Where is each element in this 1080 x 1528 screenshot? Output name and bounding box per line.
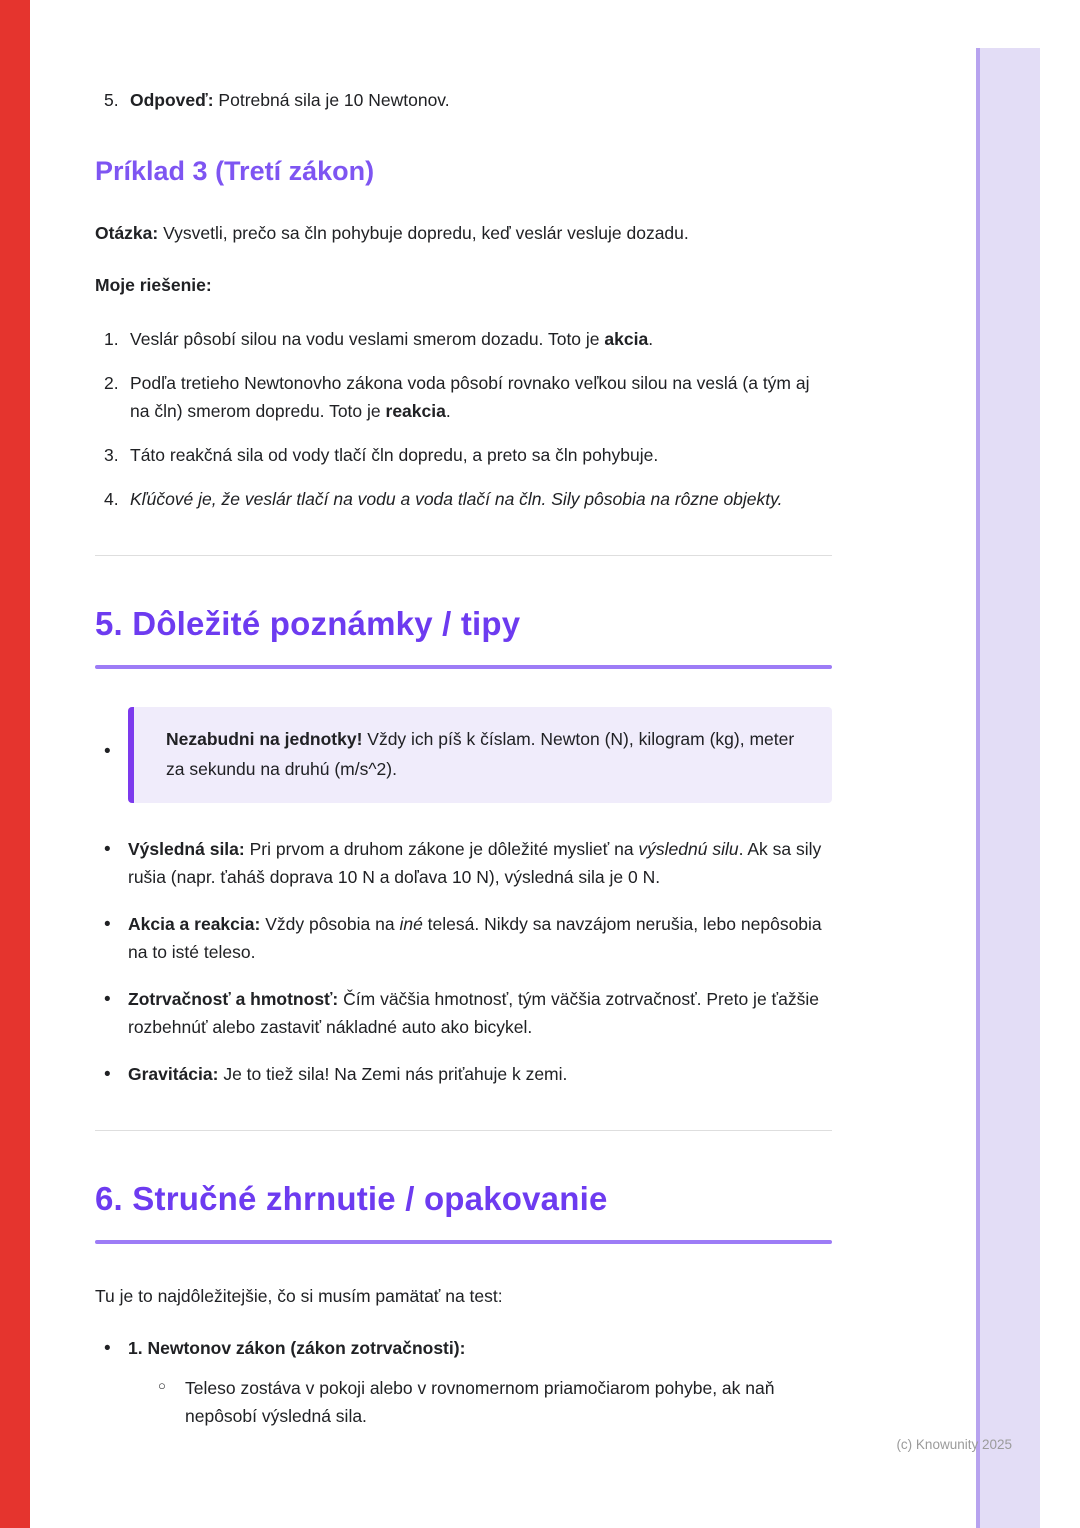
summary-list [95,1334,832,1430]
tip-text: Výsledná sila: Pri prvom a druhom zákone je dôležité myslieť na výslednú silu. Ak sa sily rušia (napr. ťaháš doprava 10 N a doľava 10 N), výsledná sila je 0 N. [128,839,822,888]
list-text: Veslár pôsobí silou na vodu veslami smerom dozadu. Toto je akcia. [130,329,654,350]
callout-list [95,707,832,803]
solution-step [95,441,832,469]
summary-point [95,1334,832,1430]
summary-subpoint [152,1374,832,1430]
list-number: 4. [104,489,119,510]
copyright-note: (c) Knowunity 2025 [896,1437,1012,1452]
tip-text: Gravitácia: Je to tiež sila! Na Zemi nás priťahuje k zemi. [128,1064,568,1085]
summary-sublist [152,1374,832,1430]
solution-step [95,485,832,513]
callout-bullet-item [95,707,832,803]
summary-intro: Tu je to najdôležitejšie, čo si musím pamätať na test: [95,1285,503,1306]
notes-content [95,86,832,1449]
list-text: Kľúčové je, že veslár tlačí na vodu a voda tlačí na čln. Sily pôsobia na rôzne objekty. [130,489,783,510]
example3-heading: Príklad 3 (Tretí zákon) [95,156,375,186]
section-divider [95,1130,832,1131]
tip-text: Akcia a reakcia: Vždy pôsobia na iné telesá. Nikdy sa navzájom nerušia, lebo nepôsobia na to isté teleso. [128,914,822,963]
list-number: 5. [104,90,119,110]
solution-step [95,369,832,425]
question-text: Otázka: Vysvetli, prečo sa čln pohybuje dopredu, keď veslár vesluje dozadu. [95,223,689,244]
tip-item [95,910,832,966]
units-tip-callout [128,707,832,803]
list-text: Podľa tretieho Newtonovho zákona voda pôsobí rovnako veľkou silou na veslá (a tým aj na čln) smerom dopredu. Toto je reakcia. [130,373,810,422]
section-divider [95,555,832,556]
summary-subpoint-text: Teleso zostáva v pokoji alebo v rovnomernom priamočiarom pohybe, ak naň nepôsobí výsledná sila. [185,1377,775,1426]
solution-steps-list [95,325,832,513]
tips-list [95,835,832,1088]
section5-heading-underline [95,665,832,669]
list-text: Táto reakčná sila od vody tlačí čln dopredu, a preto sa čln pohybuje. [130,445,659,466]
list-number: 2. [104,373,119,394]
tip-item [95,1060,832,1088]
solution-step [95,325,832,353]
tip-text: Zotrvačnosť a hmotnosť: Čím väčšia hmotnosť, tým väčšia zotrvačnosť. Preto je ťažšie rozbehnúť alebo zastaviť nákladné auto ako bicykel. [128,989,819,1038]
section6-heading: 6. Stručné zhrnutie / opakovanie [95,1180,608,1218]
section6-heading-underline [95,1240,832,1244]
list-number: 3. [104,445,119,466]
list-text: Odpoveď: Potrebná sila je 10 Newtonov. [130,90,450,110]
left-edge-red-stripe [0,0,30,1528]
list-item [95,86,832,114]
answer-continuation-list [95,86,832,114]
list-number: 1. [104,329,119,350]
right-page-edge-band [976,48,1040,1528]
tip-item [95,985,832,1041]
tip-item [95,835,832,891]
callout-text: • Nezabudni na jednotky! Vždy ich píš k číslam. Newton (N), kilogram (kg), meter za sekundu na druhú (m/s^2). [166,728,795,780]
summary-point-title: 1. Newtonov zákon (zákon zotrvačnosti): [128,1337,466,1358]
section5-heading: 5. Dôležité poznámky / tipy [95,605,521,643]
solution-label: Moje riešenie: [95,275,212,296]
